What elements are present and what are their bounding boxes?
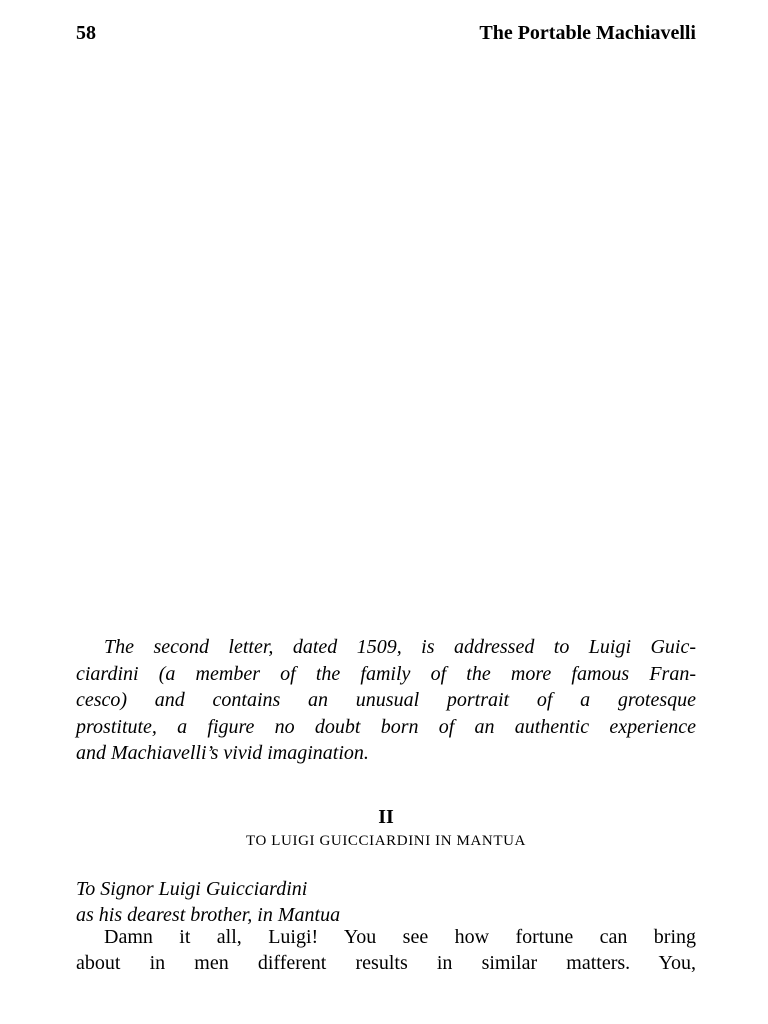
intro-line: cesco) and contains an unusual portrait of a grotesque — [76, 689, 696, 711]
salutation-line: as his dearest brother, in Mantua — [76, 904, 341, 926]
salutation-line: To Signor Luigi Guicciardini — [76, 878, 308, 900]
editor-introduction — [76, 634, 696, 767]
running-head — [76, 22, 696, 52]
page-number: 58 — [76, 22, 96, 44]
letter-salutation — [76, 876, 696, 928]
body-line: Damn it all, Luigi! You see how fortune can bring — [104, 926, 696, 948]
intro-line: ciardini (a member of the family of the more famous Fran- — [76, 662, 696, 685]
section-numeral: II — [378, 806, 394, 828]
intro-line: prostitute, a figure no doubt born of an authentic experience — [76, 715, 696, 738]
body-line: about in men different results in similar matters. You, — [76, 952, 696, 974]
section-heading: TO LUIGI GUICCIARDINI IN MANTUA — [246, 833, 526, 849]
letter-body — [76, 924, 696, 976]
book-title: The Portable Machiavelli — [479, 22, 696, 44]
intro-line: The second letter, dated 1509, is addressed to Luigi Guic- — [104, 636, 696, 658]
intro-line: and Machiavelli’s vivid imagination. — [76, 742, 369, 764]
